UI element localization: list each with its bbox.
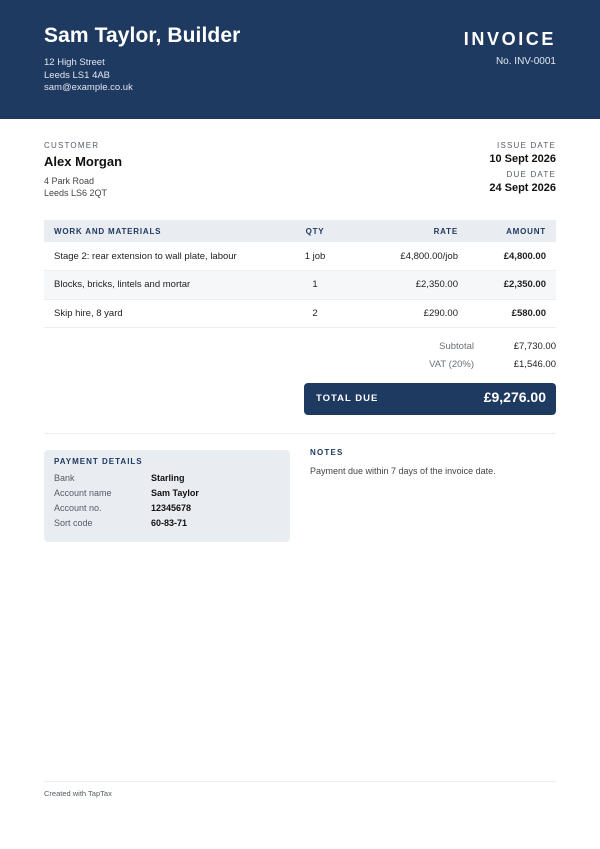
row-description: Stage 2: rear extension to wall plate, labour <box>44 242 280 271</box>
payment-label: Sort code <box>54 518 93 528</box>
col-header-qty: QTY <box>280 220 350 242</box>
subtotal-label: Subtotal <box>439 341 474 352</box>
subtotal-value: £7,730.00 <box>513 341 556 352</box>
issue-date-label: ISSUE DATE <box>497 141 556 150</box>
due-date-label: DUE DATE <box>506 170 556 179</box>
dates-block <box>489 141 556 194</box>
business-email: sam@example.co.uk <box>44 82 133 93</box>
notes-block <box>310 448 496 476</box>
row-amount: £4,800.00 <box>460 242 556 271</box>
vat-label: VAT (20%) <box>429 359 474 370</box>
payment-row-account-no <box>54 503 191 513</box>
vat-value: £1,546.00 <box>513 359 556 370</box>
business-address-line1: 12 High Street <box>44 57 105 68</box>
row-qty: 1 <box>280 271 350 300</box>
payment-row-account-name <box>54 488 199 498</box>
business-address-line2: Leeds LS1 4AB <box>44 69 111 81</box>
payment-details-panel <box>44 450 290 542</box>
col-header-amount: AMOUNT <box>460 220 556 242</box>
customer-address <box>44 175 122 199</box>
row-description: Skip hire, 8 yard <box>44 299 280 328</box>
row-rate: £4,800.00/job <box>350 242 460 271</box>
payment-value: 12345678 <box>151 503 192 513</box>
footer-divider <box>44 781 556 782</box>
business-address <box>44 57 133 95</box>
table-row <box>44 299 556 328</box>
subtotal-row <box>304 341 556 352</box>
document-title: INVOICE <box>463 29 556 49</box>
payment-row-sort-code <box>54 518 187 528</box>
customer-label: CUSTOMER <box>44 141 100 150</box>
payment-value: Sam Taylor <box>151 488 199 498</box>
row-amount: £580.00 <box>460 299 556 328</box>
table-row <box>44 242 556 271</box>
customer-address-line2: Leeds LS6 2QT <box>44 188 108 198</box>
total-due-box <box>304 383 556 415</box>
col-header-rate: RATE <box>350 220 460 242</box>
customer-address-line1: 4 Park Road <box>44 176 95 186</box>
invoice-number: No. INV-0001 <box>495 56 556 67</box>
row-amount: £2,350.00 <box>460 271 556 300</box>
notes-text: Payment due within 7 days of the invoice date. <box>310 466 496 476</box>
payment-label: Bank <box>54 473 75 483</box>
invoice-header <box>0 0 600 119</box>
row-description: Blocks, bricks, lintels and mortar <box>44 271 280 300</box>
due-date: 24 Sept 2026 <box>489 182 556 194</box>
payment-value: Starling <box>151 473 185 483</box>
payment-details-title: PAYMENT DETAILS <box>54 457 143 466</box>
notes-title: NOTES <box>310 448 344 457</box>
section-divider <box>44 433 556 434</box>
business-name: Sam Taylor, Builder <box>44 24 241 47</box>
total-due-label: TOTAL DUE <box>316 393 379 404</box>
payment-label: Account name <box>54 488 112 498</box>
customer-block <box>44 141 122 199</box>
row-qty: 1 job <box>280 242 350 271</box>
row-rate: £290.00 <box>350 299 460 328</box>
row-qty: 2 <box>280 299 350 328</box>
line-items-table <box>44 220 556 328</box>
payment-label: Account no. <box>54 503 102 513</box>
footer-credit: Created with TapTax <box>44 789 112 798</box>
table-header-row <box>44 220 556 242</box>
table-row <box>44 271 556 300</box>
total-due-value: £9,276.00 <box>483 389 546 405</box>
col-header-description: WORK AND MATERIALS <box>44 220 280 242</box>
payment-row-bank <box>54 473 185 483</box>
vat-row <box>304 359 556 370</box>
payment-value: 60-83-71 <box>151 518 188 528</box>
row-rate: £2,350.00 <box>350 271 460 300</box>
issue-date: 10 Sept 2026 <box>489 153 556 165</box>
customer-name: Alex Morgan <box>44 154 123 169</box>
